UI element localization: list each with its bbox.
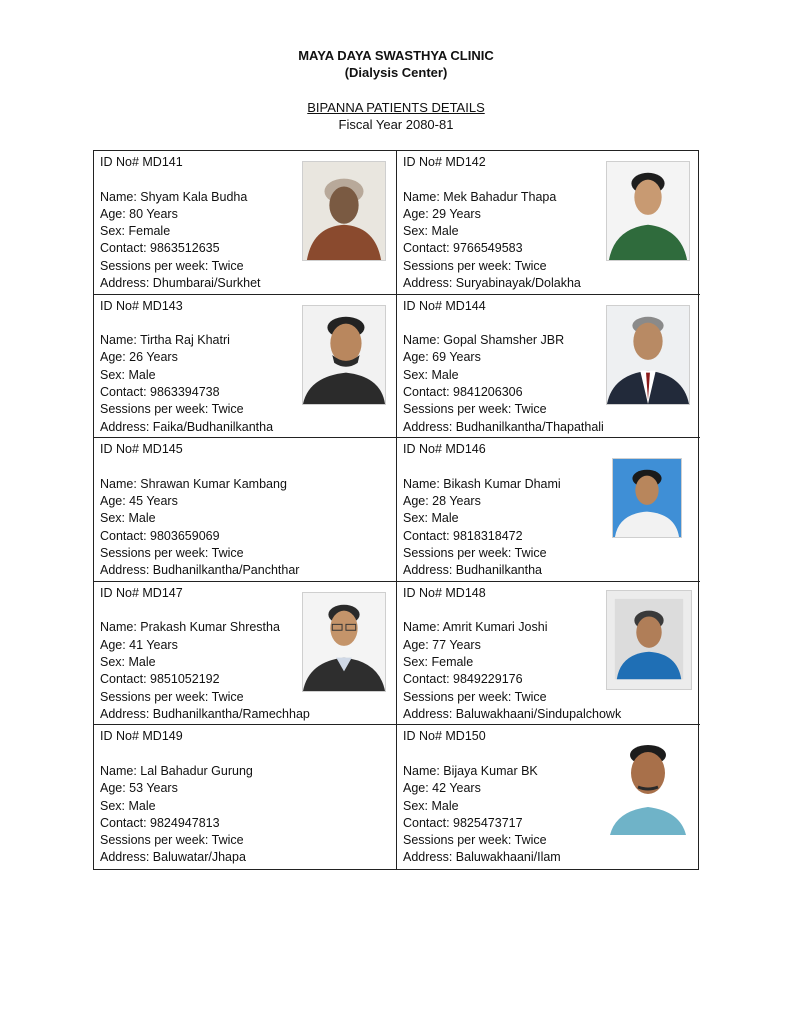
patient-sex: Sex: Male bbox=[100, 367, 156, 382]
patient-id: ID No# MD146 bbox=[403, 442, 486, 457]
patient-contact: Contact: 9863394738 bbox=[100, 385, 220, 400]
patient-age: Age: 53 Years bbox=[100, 781, 178, 796]
patient-card bbox=[94, 438, 397, 582]
patient-name: Name: Prakash Kumar Shrestha bbox=[100, 620, 280, 635]
patient-card bbox=[94, 725, 397, 869]
patient-address: Address: Suryabinayak/Dolakha bbox=[403, 276, 581, 291]
patient-contact: Contact: 9818318472 bbox=[403, 528, 523, 543]
patient-id: ID No# MD143 bbox=[100, 298, 183, 313]
patient-age: Age: 45 Years bbox=[100, 494, 178, 509]
patient-contact: Contact: 9825473717 bbox=[403, 815, 523, 830]
patient-card bbox=[397, 295, 700, 439]
patient-sessions: Sessions per week: Twice bbox=[403, 402, 547, 417]
patient-sessions: Sessions per week: Twice bbox=[100, 833, 244, 848]
patient-age: Age: 41 Years bbox=[100, 637, 178, 652]
patient-id: ID No# MD145 bbox=[100, 442, 183, 457]
patient-name: Name: Amrit Kumari Joshi bbox=[403, 620, 548, 635]
patient-age: Age: 28 Years bbox=[403, 494, 481, 509]
patient-contact: Contact: 9824947813 bbox=[100, 815, 220, 830]
patient-age: Age: 42 Years bbox=[403, 781, 481, 796]
patient-card bbox=[397, 151, 700, 295]
clinic-subtitle: (Dialysis Center) bbox=[344, 65, 448, 80]
patient-name: Name: Lal Bahadur Gurung bbox=[100, 763, 253, 778]
patient-sex: Sex: Male bbox=[100, 511, 156, 526]
patient-sessions: Sessions per week: Twice bbox=[100, 258, 244, 273]
patient-card bbox=[397, 438, 700, 582]
patient-age: Age: 29 Years bbox=[403, 206, 481, 221]
patient-address: Address: Baluwatar/Jhapa bbox=[100, 850, 246, 865]
patients-table bbox=[93, 150, 699, 870]
patient-address: Address: Dhumbarai/Surkhet bbox=[100, 276, 261, 291]
patient-sex: Sex: Female bbox=[100, 224, 171, 239]
patient-sessions: Sessions per week: Twice bbox=[403, 689, 547, 704]
patient-address: Address: Budhanilkantha/Ramechhap bbox=[100, 706, 310, 721]
patient-photo bbox=[302, 305, 386, 405]
patient-id: ID No# MD144 bbox=[403, 298, 486, 313]
patient-card bbox=[397, 582, 700, 726]
patient-card bbox=[94, 151, 397, 295]
patient-address: Address: Baluwakhaani/Sindupalchowk bbox=[403, 706, 622, 721]
patient-photo bbox=[606, 590, 692, 690]
patient-sex: Sex: Male bbox=[403, 367, 459, 382]
patient-photo bbox=[302, 592, 386, 692]
patient-card bbox=[94, 295, 397, 439]
patient-contact: Contact: 9851052192 bbox=[100, 672, 220, 687]
patient-id: ID No# MD147 bbox=[100, 585, 183, 600]
patient-id: ID No# MD142 bbox=[403, 155, 486, 169]
patient-name: Name: Shyam Kala Budha bbox=[100, 189, 248, 204]
patient-photo bbox=[606, 161, 690, 261]
patient-sex: Sex: Male bbox=[403, 511, 459, 526]
patient-photo bbox=[612, 458, 682, 538]
patient-id: ID No# MD149 bbox=[100, 729, 183, 744]
patient-age: Age: 69 Years bbox=[403, 350, 481, 365]
patient-sessions: Sessions per week: Twice bbox=[100, 689, 244, 704]
fiscal-year: Fiscal Year 2080-81 bbox=[338, 117, 454, 132]
patient-address: Address: Faika/Budhanilkantha bbox=[100, 419, 274, 434]
patient-sex: Sex: Female bbox=[403, 654, 474, 669]
patient-name: Name: Tirtha Raj Khatri bbox=[100, 333, 230, 348]
patient-age: Age: 80 Years bbox=[100, 206, 178, 221]
patient-age: Age: 26 Years bbox=[100, 350, 178, 365]
patient-contact: Contact: 9803659069 bbox=[100, 528, 220, 543]
patient-contact: Contact: 9863512635 bbox=[100, 241, 220, 256]
clinic-title: MAYA DAYA SWASTHYA CLINIC bbox=[298, 48, 494, 63]
patient-sessions: Sessions per week: Twice bbox=[100, 402, 244, 417]
patient-contact: Contact: 9766549583 bbox=[403, 241, 523, 256]
patient-name: Name: Shrawan Kumar Kambang bbox=[100, 476, 287, 491]
patient-age: Age: 77 Years bbox=[403, 637, 481, 652]
patient-address: Address: Baluwakhaani/Ilam bbox=[403, 850, 561, 865]
patient-contact: Contact: 9841206306 bbox=[403, 385, 523, 400]
patient-contact: Contact: 9849229176 bbox=[403, 672, 523, 687]
patient-card bbox=[94, 582, 397, 726]
patient-sessions: Sessions per week: Twice bbox=[403, 258, 547, 273]
patient-name: Name: Bijaya Kumar BK bbox=[403, 763, 538, 778]
patient-card bbox=[397, 725, 700, 869]
patient-sex: Sex: Male bbox=[100, 798, 156, 813]
section-heading: BIPANNA PATIENTS DETAILS bbox=[307, 100, 485, 115]
patient-address: Address: Budhanilkantha/Thapathali bbox=[403, 419, 604, 434]
patient-photo bbox=[606, 735, 690, 835]
patient-id: ID No# MD141 bbox=[100, 155, 183, 169]
patient-sessions: Sessions per week: Twice bbox=[403, 833, 547, 848]
patient-name: Name: Mek Bahadur Thapa bbox=[403, 189, 557, 204]
patient-name: Name: Bikash Kumar Dhami bbox=[403, 476, 561, 491]
patient-sex: Sex: Male bbox=[403, 224, 459, 239]
patient-address: Address: Budhanilkantha bbox=[403, 563, 542, 578]
patient-photo bbox=[302, 161, 386, 261]
patient-id: ID No# MD148 bbox=[403, 585, 486, 600]
patient-address: Address: Budhanilkantha/Panchthar bbox=[100, 563, 300, 578]
patient-sex: Sex: Male bbox=[100, 654, 156, 669]
patient-photo bbox=[606, 305, 690, 405]
patient-sessions: Sessions per week: Twice bbox=[403, 545, 547, 560]
patient-id: ID No# MD150 bbox=[403, 729, 486, 744]
patient-name: Name: Gopal Shamsher JBR bbox=[403, 333, 565, 348]
patient-sessions: Sessions per week: Twice bbox=[100, 545, 244, 560]
patient-sex: Sex: Male bbox=[403, 798, 459, 813]
